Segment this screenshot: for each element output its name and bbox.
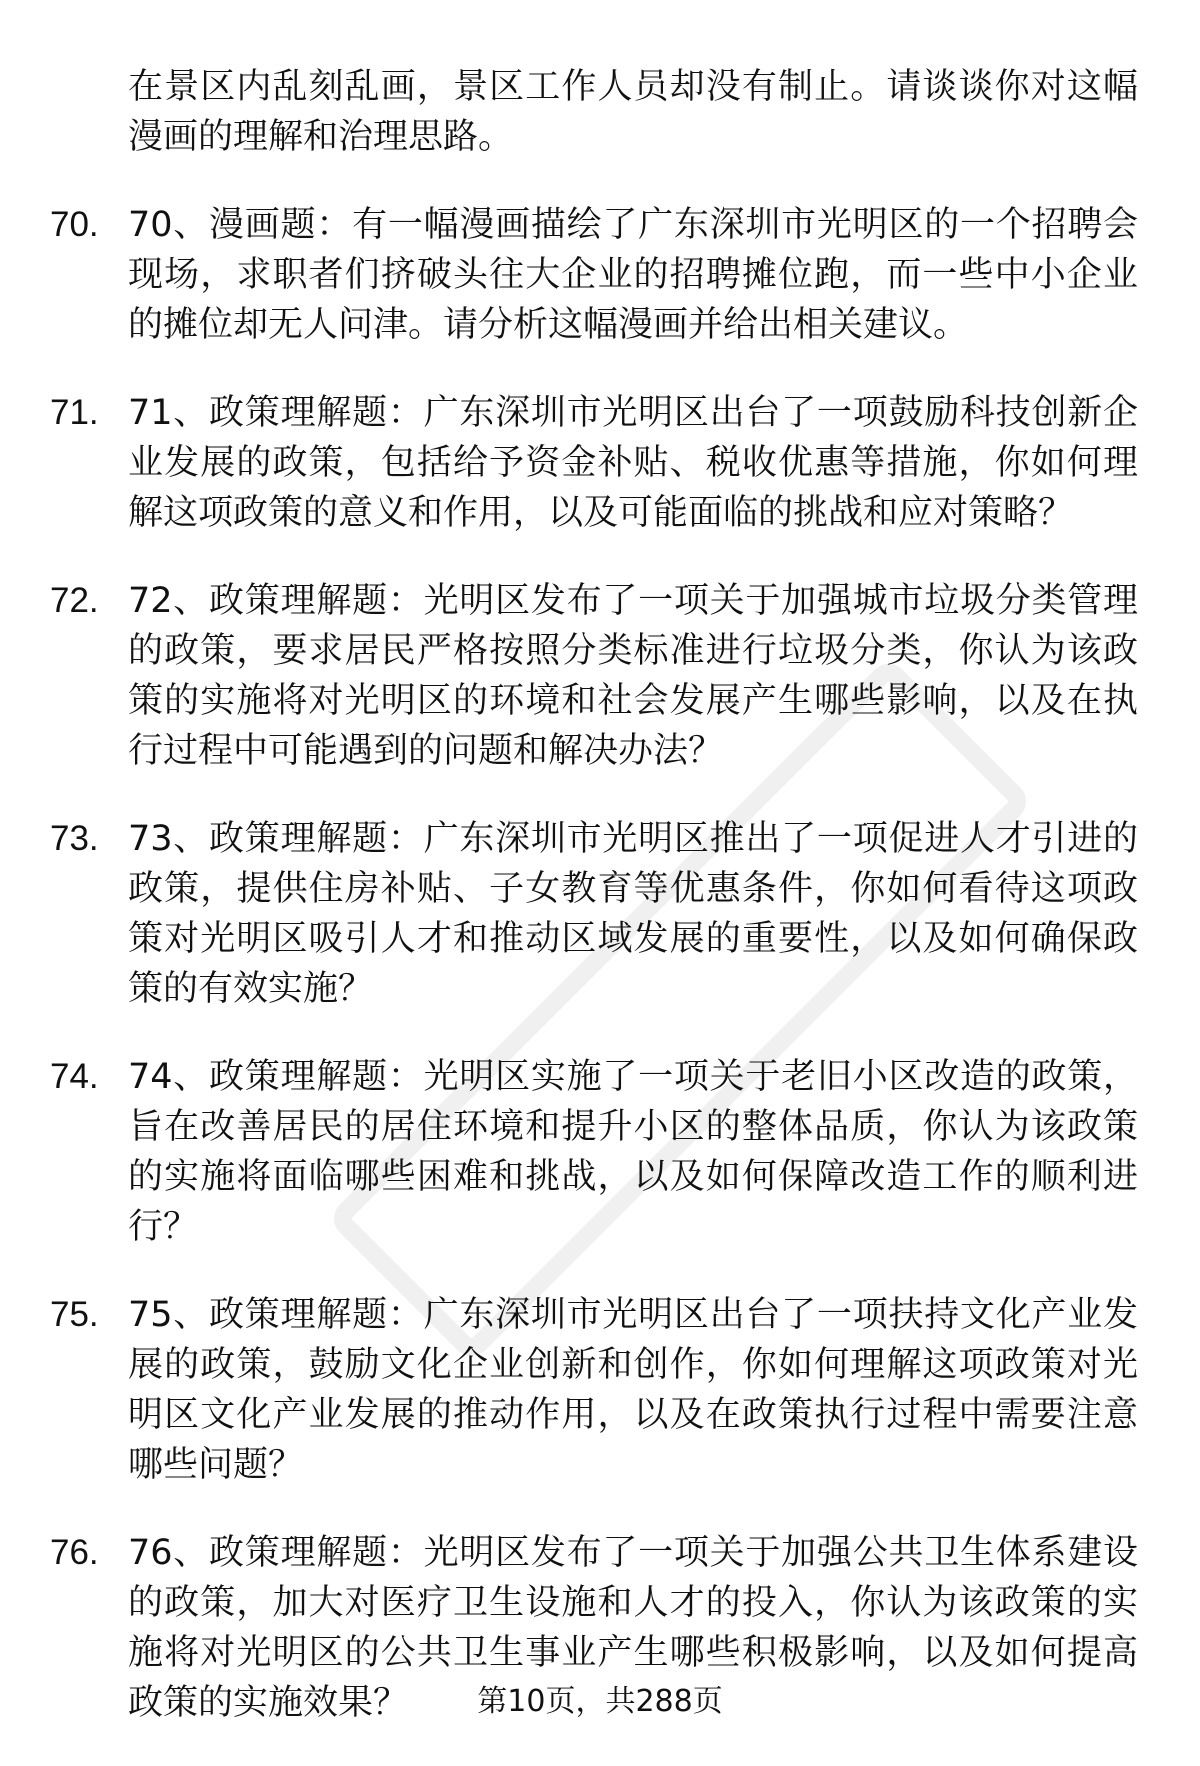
question-text: 76、政策理解题：光明区发布了一项关于加强公共卫生体系建设的政策，加大对医疗卫生设施和人才的投入，你认为该政策的实施将对光明区的公共卫生事业产生哪些积极影响，以及如何提高政策的实施效果？ (128, 1533, 1138, 1723)
list-item-71 (50, 388, 1138, 538)
list-number: 70. (50, 205, 99, 244)
document-body (50, 62, 1138, 1766)
question-text: 75、政策理解题：广东深圳市光明区出台了一项扶持文化产业发展的政策，鼓励文化企业创新和创作，你如何理解这项政策对光明区文化产业发展的推动作用，以及在政策执行过程中需要注意哪些问题？ (128, 1295, 1138, 1485)
list-item-73 (50, 814, 1138, 1014)
question-text: 74、政策理解题：光明区实施了一项关于老旧小区改造的政策，旨在改善居民的居住环境和提升小区的整体品质，你认为该政策的实施将面临哪些困难和挑战，以及如何保障改造工作的顺利进行？ (128, 1057, 1138, 1247)
list-item-75 (50, 1290, 1138, 1490)
list-item-72 (50, 576, 1138, 776)
question-text: 70、漫画题：有一幅漫画描绘了广东深圳市光明区的一个招聘会现场，求职者们挤破头往大企业的招聘摊位跑，而一些中小企业的摊位却无人问津。请分析这幅漫画并给出相关建议。 (128, 205, 1138, 345)
question-text: 73、政策理解题：广东深圳市光明区推出了一项促进人才引进的政策，提供住房补贴、子女教育等优惠条件，你如何看待这项政策对光明区吸引人才和推动区域发展的重要性，以及如何确保政策的有效实施？ (128, 819, 1138, 1009)
list-number: 76. (50, 1533, 99, 1572)
page-footer: 第10页，共288页 (477, 1684, 723, 1719)
list-number: 72. (50, 581, 99, 620)
list-number: 71. (50, 393, 99, 432)
list-number: 74. (50, 1057, 99, 1096)
list-number: 73. (50, 819, 99, 858)
list-item-74 (50, 1052, 1138, 1252)
continued-paragraph: 在景区内乱刻乱画，景区工作人员却没有制止。请谈谈你对这幅漫画的理解和治理思路。 (128, 67, 1138, 157)
list-item-70 (50, 200, 1138, 350)
question-text: 71、政策理解题：广东深圳市光明区出台了一项鼓励科技创新企业发展的政策，包括给予资金补贴、税收优惠等措施，你如何理解这项政策的意义和作用，以及可能面临的挑战和应对策略？ (128, 393, 1138, 533)
list-number: 75. (50, 1295, 99, 1334)
question-text: 72、政策理解题：光明区发布了一项关于加强城市垃圾分类管理的政策，要求居民严格按照分类标准进行垃圾分类，你认为该政策的实施将对光明区的环境和社会发展产生哪些影响，以及在执行过程中可能遇到的问题和解决办法？ (128, 581, 1138, 771)
